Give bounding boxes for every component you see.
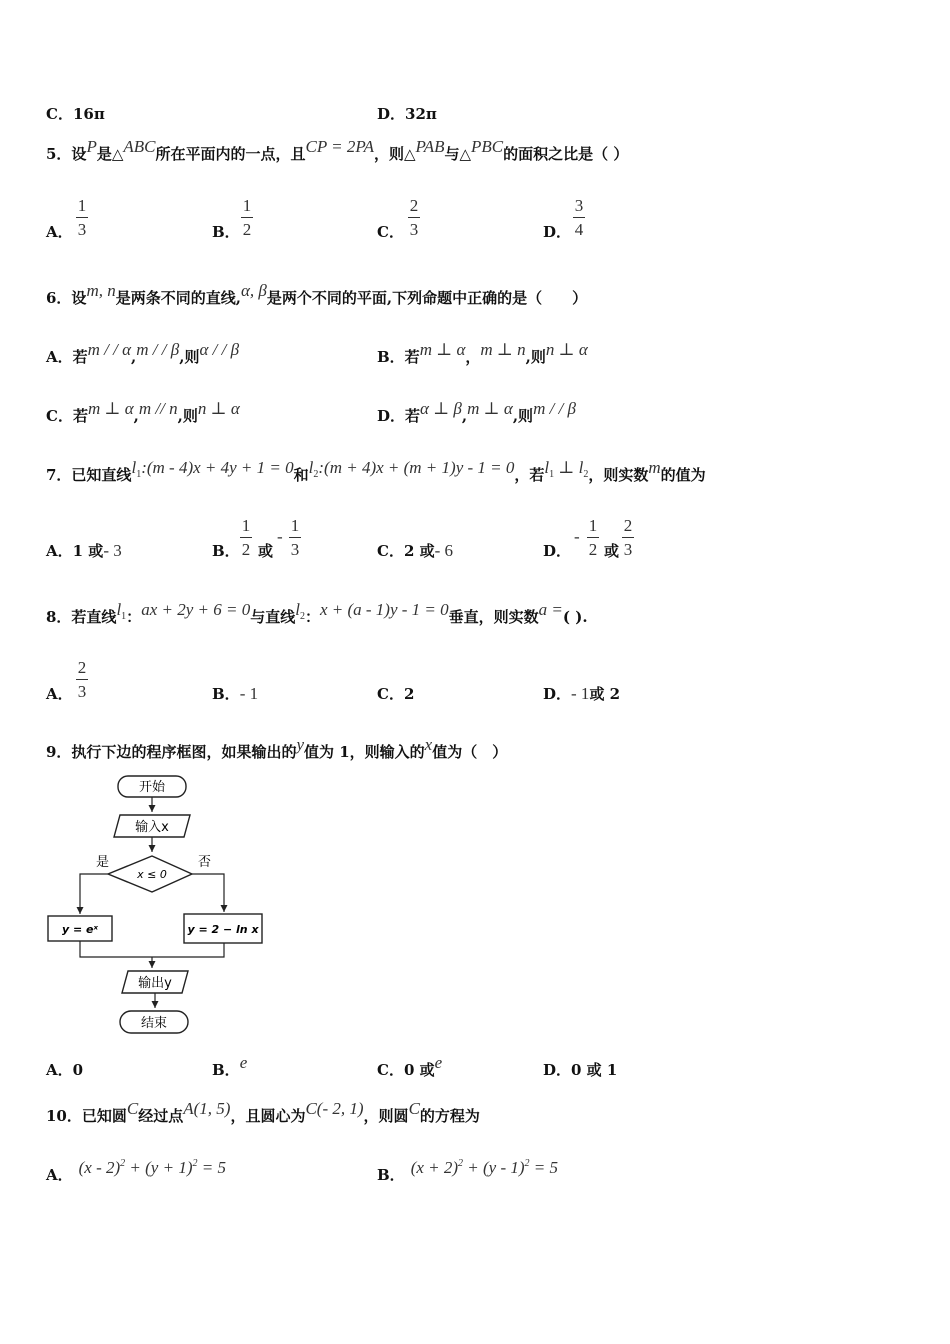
q6-option-a: A．若m / / α,m / / β,则α / / β [46,340,240,366]
q8-option-a-label: A． [46,685,73,703]
q7-option-c: C．2 或- 6 [377,541,454,560]
q5-option-c-fraction: 2 3 [409,196,419,239]
q9-option-a: A．0 [46,1061,84,1079]
q5-option-d-fraction: 3 4 [574,196,584,239]
q9-stem: 9．执行下边的程序框图，如果输出的y值为 1，则输入的x值为（ ） [46,735,508,761]
q7-option-d-label: D． [543,542,572,560]
q6-option-d: D．若α ⊥ β,m ⊥ α,则m / / β [377,399,577,425]
q10-option-b: B． $(x + 2)^2 + (y - 1)^2 = 5$ [377,1158,559,1184]
q7-stem: 7．已知直线$l_1:(m - 4)x + 4y + 1 = 0$和$l_2:(m + 4)x + (m + 1)y - 1 = 0$，若$l_1$ ⊥ $l_2$，则实数m的值为 [46,458,706,484]
flow-yes-label: 是 [96,855,110,870]
q7-option-b-frac1: 1 2 [241,516,251,559]
q8-option-c: C．2 [377,685,415,703]
q8-option-a-fraction: 2 3 [77,658,87,701]
q10-option-a: A． $(x - 2)^2 + (y + 1)^2 = 5$ [46,1158,226,1184]
q4-option-c: C．16π [46,105,105,123]
q7-option-d-or: 或 [604,542,620,560]
q5-option-a-fraction: 1 3 [77,196,87,239]
q4-option-d: D．32π [377,105,437,123]
q5-option-a-label: A． [46,223,73,241]
q9-option-b: B．e [212,1053,248,1079]
flow-input-text: 输入x [135,820,169,835]
q5-option-b-fraction: 1 2 [242,196,252,239]
q7-option-b-or: 或 [258,542,274,560]
q5-option-b-label: B． [212,223,240,241]
q7-option-d-frac1: 1 2 [588,516,598,559]
flow-right-process-text: y = 2 − ln x [187,923,259,936]
q5-option-d-label: D． [543,223,572,241]
q9-option-d: D．0 或 1 [543,1061,618,1079]
q8-option-d: D．- 1或 2 [543,684,621,703]
flow-output-text: 输出y [138,976,172,991]
q10-stem: 10．已知圆C经过点A(1, 5)，且圆心为C(- 2, 1)，则圆C的方程为 [46,1099,480,1125]
q7-option-d-frac2: 2 3 [623,516,633,559]
q7-option-d-minus: - [574,527,580,546]
flow-start-text: 开始 [138,780,166,795]
q6-option-c: C．若m ⊥ α,m // n,则n ⊥ α [46,399,240,425]
q7-option-b-frac2: 1 3 [290,516,300,559]
q7-option-b-minus: - [277,527,283,546]
q6-option-b: B．若m ⊥ α，m ⊥ n,则n ⊥ α [377,340,588,366]
q7-option-b-label: B． [212,542,240,560]
flowchart [40,768,276,1040]
flow-decision-text: x ≤ 0 [137,868,167,881]
flow-left-process-text: y = eˣ [61,923,99,936]
flow-no-label: 否 [198,855,212,870]
q8-option-b: B．- 1 [212,684,259,703]
q6-stem: 6．设m, n是两条不同的直线,α, β是两个不同的平面,下列命题中正确的是（ ） [46,281,588,307]
q5-option-c-label: C． [377,223,404,241]
q5-stem: 5．设P是△ABC所在平面内的一点，且CP = 2PA，则△PAB与△PBC的面积之比是（ ） [46,137,629,163]
q7-option-a: A．1 或- 3 [46,541,122,560]
q9-option-c: C．0 或e [377,1053,443,1079]
q8-stem: 8．若直线$l_1$：ax + 2y + 6 = 0与直线$l_2$：x + (a - 1)y - 1 = 0垂直，则实数a =( ). [46,600,588,626]
flow-end-text: 结束 [140,1016,168,1031]
